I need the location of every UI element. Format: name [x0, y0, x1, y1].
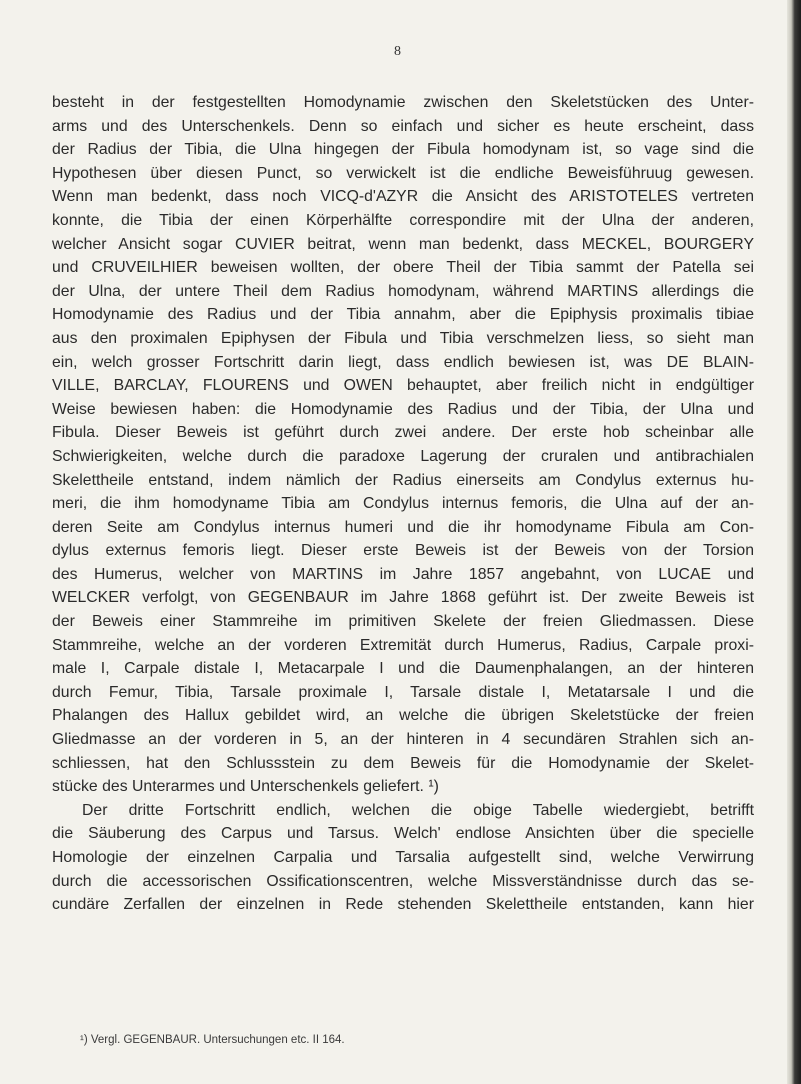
text-line: Skelettheile entstand, indem nämlich der Radius einerseits am Condylus externus hu- [52, 471, 754, 489]
text-line: konnte, die Tibia der einen Körperhälfte correspondire mit der Ulna der anderen, [52, 211, 754, 229]
text-line: VILLE, BARCLAY, FLOURENS und OWEN behauptet, aber freilich nicht in endgültiger [52, 377, 754, 395]
text-line: der Ulna, der untere Theil dem Radius homodynam, während MARTINS allerdings die [52, 282, 754, 300]
text-line: Homodynamie des Radius und der Tibia annahm, aber die Epiphysis proximalis tibiae [52, 306, 754, 324]
text-line: schliessen, hat den Schlussstein zu dem Beweis für die Homodynamie der Skelet- [52, 754, 754, 772]
text-line: Schwierigkeiten, welche durch die paradoxe Lagerung der cruralen und antibrachialen [52, 447, 754, 465]
text-line: durch Femur, Tibia, Tarsale proximale I, Tarsale distale I, Metatarsale I und die [52, 683, 754, 701]
text-line: ein, welch grosser Fortschritt darin liegt, dass endlich bewiesen ist, was DE BLAIN- [52, 353, 754, 371]
text-line: Weise bewiesen haben: die Homodynamie des Radius und der Tibia, der Ulna und [52, 400, 754, 418]
text-line: WELCKER verfolgt, von GEGENBAUR im Jahre 1868 geführt ist. Der zweite Beweis ist [52, 589, 754, 607]
text-line: cundäre Zerfallen der einzelnen in Rede stehenden Skelettheile entstanden, kann hier [52, 896, 754, 914]
text-line: male I, Carpale distale I, Metacarpale I und die Daumenphalangen, an der hinteren [52, 660, 754, 678]
text-line: des Humerus, welcher von MARTINS im Jahre 1857 angebahnt, von LUCAE und [52, 565, 754, 583]
text-line: der Radius der Tibia, die Ulna hingegen der Fibula homodynam ist, so vage sind die [52, 141, 754, 159]
text-line: besteht in der festgestellten Homodynamie zwischen den Skeletstücken des Unter- [52, 94, 754, 111]
text-line: Phalangen des Hallux gebildet wird, an welche die übrigen Skeletstücke der freien [52, 707, 754, 725]
text-line: dylus externus femoris liegt. Dieser erste Beweis ist der Beweis von der Torsion [52, 542, 754, 560]
text-line: Der dritte Fortschritt endlich, welchen die obige Tabelle wiedergiebt, betrifft [82, 801, 754, 819]
page-number: 8 [394, 44, 401, 59]
text-line: Stammreihe, welche an der vorderen Extremität durch Humerus, Radius, Carpale proxi- [52, 636, 754, 654]
text-line: und CRUVEILHIER beweisen wollten, der obere Theil der Tibia sammt der Patella sei [52, 259, 754, 277]
text-line: Homologie der einzelnen Carpalia und Tarsalia aufgestellt sind, welche Verwirrung [52, 849, 754, 866]
text-line: Fibula. Dieser Beweis ist geführt durch zwei andere. Der erste hob scheinbar alle [52, 424, 754, 442]
text-line: aus den proximalen Epiphysen der Fibula und Tibia verschmelzen liess, so sieht man [52, 329, 754, 347]
text-line: stücke des Unterarmes und Unterschenkels geliefert. ¹) [52, 778, 439, 796]
footnote: ¹) Vergl. GEGENBAUR. Untersuchungen etc. II 164. [80, 1034, 345, 1046]
text-line: der Beweis einer Stammreihe im primitiven Skelete der freien Gliedmassen. Diese [52, 613, 754, 631]
page-edge-shadow [787, 0, 801, 1084]
text-line: durch die accessorischen Ossificationscentren, welche Missverständnisse durch das se- [52, 872, 754, 890]
body-text [52, 91, 754, 917]
text-line: arms und des Unterschenkels. Denn so einfach und sicher es heute erscheint, dass [52, 117, 754, 135]
text-line: Gliedmasse an der vorderen in 5, an der hinteren in 4 secundären Strahlen sich an- [52, 731, 754, 749]
text-line: Wenn man bedenkt, dass noch VICQ-d'AZYR die Ansicht des ARISTOTELES vertreten [52, 188, 754, 206]
text-line: meri, die ihm homodyname Tibia am Condylus internus femoris, die Ulna auf der an- [52, 495, 754, 513]
text-line: Hypothesen über diesen Punct, so verwickelt ist die endliche Beweisführuug gewesen. [52, 164, 754, 182]
text-line: deren Seite am Condylus internus humeri und die ihr homodyname Fibula am Con- [52, 518, 754, 536]
text-line: die Säuberung des Carpus und Tarsus. Welch' endlose Ansichten über die specielle [52, 825, 754, 843]
text-line: welcher Ansicht sogar CUVIER beitrat, wenn man bedenkt, dass MECKEL, BOURGERY [52, 235, 754, 253]
